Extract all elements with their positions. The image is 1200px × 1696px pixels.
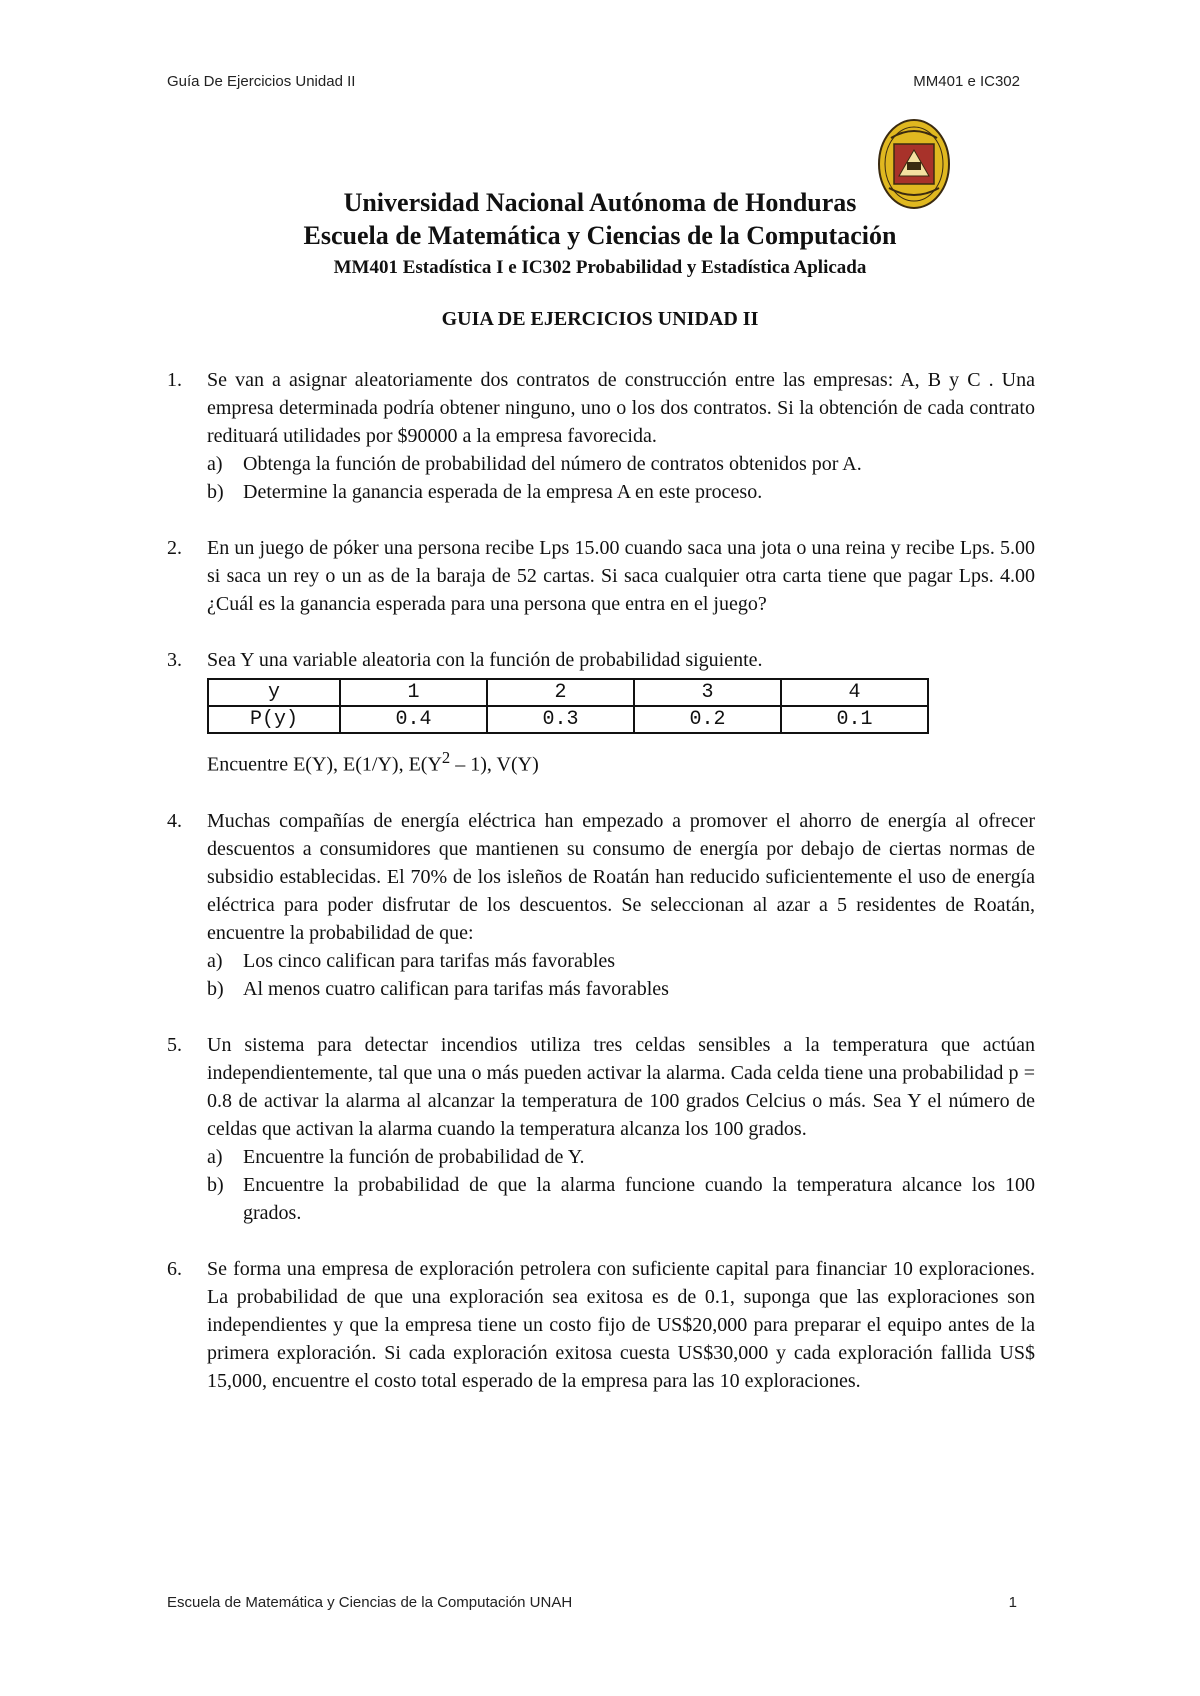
problem-question: [207, 744, 1035, 779]
table-cell: P(y): [208, 706, 340, 733]
problem-number: 2.: [167, 537, 182, 559]
table-cell: 1: [340, 679, 487, 706]
item-label: b): [207, 977, 224, 1000]
problem-text: Se forma una empresa de exploración petrolera con suficiente capital para financiar 10 exploraciones. La probabilidad de que una exploración sea exitosa es de 0.1, suponga que las exploraciones son independientes y que la empresa tiene un costo fijo de US$20,000 para preparar el equipo antes de la primera exploración. Si cada exploración exitosa cuesta US$30,000 y cada exploración fallida US$ 15,000, encuentre el costo total esperado de la empresa para las 10 exploraciones.: [207, 1257, 1035, 1392]
problem-number: 6.: [167, 1257, 182, 1280]
problem-text: Se van a asignar aleatoriamente dos contratos de construcción entre las empresas: A, B y C . Una empresa determinada podría obtener ninguno, uno o los dos contratos. Si la obtención de cada contrato redituará utilidades por $90000 a la empresa favorecida.: [207, 369, 1035, 447]
probability-table: [207, 678, 929, 734]
problem-item: [207, 450, 1035, 478]
problem-text: Sea Y una variable aleatoria con la función de probabilidad siguiente.: [207, 649, 763, 671]
item-label: a): [207, 453, 223, 475]
problem-4: [167, 807, 1035, 1003]
table-cell: 2: [487, 679, 634, 706]
item-label: b): [207, 1173, 224, 1196]
problem-item: [207, 1143, 1035, 1171]
item-label: a): [207, 1145, 223, 1168]
question-exponent: 2: [441, 748, 451, 767]
table-cell: 0.4: [340, 706, 487, 733]
item-text: Encuentre la probabilidad de que la alarma funcione cuando la temperatura alcance los 100 grados.: [243, 1173, 1035, 1224]
running-footer-left: Escuela de Matemática y Ciencias de la Computación UNAH: [167, 1594, 573, 1611]
problem-item: [207, 947, 1035, 975]
problem-text: Muchas compañías de energía eléctrica han empezado a promover el ahorro de energía al ofrecer descuentos a consumidores que mantienen su consumo de energía por debajo de ciertas normas de subsidio establecidas. El 70% de los isleños de Roatán han reducido suficientemente el uso de energía eléctrica para poder disfrutar de los descuentos. Se seleccionan al azar a 5 residentes de Roatán, encuentre la probabilidad de que:: [207, 809, 1035, 944]
problem-1: [167, 366, 1035, 506]
problem-item: [207, 975, 1035, 1003]
problem-number: 1.: [167, 369, 182, 391]
problem-list: [167, 366, 1035, 1423]
table-cell: y: [208, 679, 340, 706]
table-cell: 0.1: [781, 706, 928, 733]
problem-number: 4.: [167, 809, 182, 832]
item-label: b): [207, 481, 224, 503]
problem-6: [167, 1255, 1035, 1395]
problem-2: [167, 534, 1035, 618]
item-text: Al menos cuatro califican para tarifas más favorables: [243, 977, 669, 1000]
running-header-left: Guía De Ejercicios Unidad II: [167, 73, 356, 90]
table-cell: 0.2: [634, 706, 781, 733]
school-name: Escuela de Matemática y Ciencias de la Computación: [303, 221, 897, 250]
question-pre: Encuentre E(Y), E(1/Y), E(Y: [207, 753, 442, 776]
problem-5: [167, 1031, 1035, 1227]
running-header-right: MM401 e IC302: [913, 73, 1020, 90]
title-block: [0, 186, 1200, 283]
table-row: [208, 679, 928, 706]
item-label: a): [207, 949, 223, 972]
item-text: Obtenga la función de probabilidad del número de contratos obtenidos por A.: [243, 453, 862, 475]
university-name: Universidad Nacional Autónoma de Honduras: [343, 188, 857, 217]
item-text: Determine la ganancia esperada de la empresa A en este proceso.: [243, 481, 763, 503]
table-cell: 4: [781, 679, 928, 706]
problem-number: 5.: [167, 1033, 182, 1056]
problem-text: En un juego de póker una persona recibe Lps 15.00 cuando saca una jota o una reina y recibe Lps. 5.00 si saca un rey o un as de la baraja de 52 cartas. Si saca cualquier otra carta tiene que pagar Lps. 4.00 ¿Cuál es la ganancia esperada para una persona que entra en el juego?: [207, 537, 1035, 615]
problem-item: [207, 1171, 1035, 1227]
problem-text: Un sistema para detectar incendios utiliza tres celdas sensibles a la temperatura que actúan independientemente, tal que una o más pueden activar la alarma. Cada celda tiene una probabilidad p = 0.8 de activar la alarma al alcanzar la temperatura de 100 grados Celcius o más. Sea Y el número de celdas que activan la alarma cuando la temperatura alcanza los 100 grados.: [207, 1033, 1035, 1140]
table-row: [208, 706, 928, 733]
table-cell: 0.3: [487, 706, 634, 733]
item-text: Los cinco califican para tarifas más favorables: [243, 949, 616, 972]
page-number: 1: [1008, 1594, 1017, 1611]
problem-item: [207, 478, 1035, 506]
table-cell: 3: [634, 679, 781, 706]
course-names: MM401 Estadística I e IC302 Probabilidad y Estadística Aplicada: [333, 257, 867, 278]
problem-3: [167, 646, 1035, 779]
guide-title: GUIA DE EJERCICIOS UNIDAD II: [441, 308, 759, 330]
problem-number: 3.: [167, 649, 182, 671]
question-post: – 1), V(Y): [450, 753, 539, 776]
item-text: Encuentre la función de probabilidad de Y.: [243, 1145, 585, 1168]
